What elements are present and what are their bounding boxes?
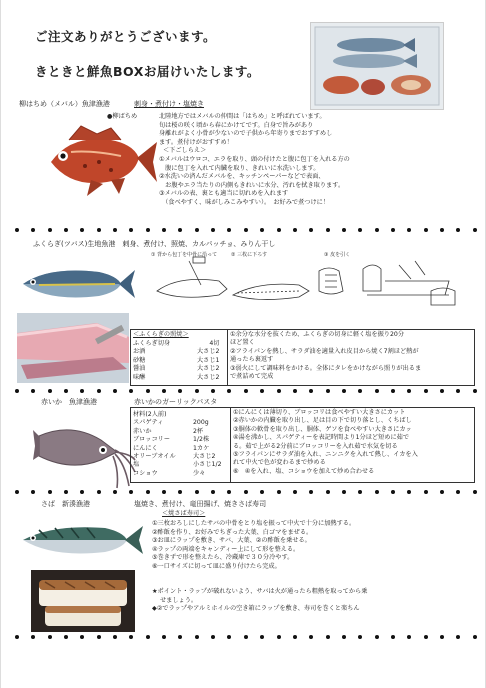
squid-photo	[31, 416, 137, 490]
saba-fish-photo	[19, 516, 145, 562]
fish-box-photo	[310, 22, 444, 110]
ingredient-qty: 大さじ2	[193, 453, 216, 461]
ika-recipe-title: 赤いかのガーリックパスタ	[134, 398, 218, 406]
saba-sushi-photo	[31, 570, 135, 632]
ingredient-row: 塩	[133, 461, 140, 469]
saba-methods: 塩焼き、煮付け、竜田揚げ、焼きさば寿司	[134, 500, 267, 508]
mebaru-heading: 柳はちめ（メバル）魚津漁港	[19, 100, 110, 108]
ingredient-row: にんにく	[133, 444, 158, 452]
ika-heading: 赤いか 魚津漁港	[41, 398, 97, 406]
box-heading: きときと鮮魚BOXお届けいたします。	[35, 64, 260, 79]
ika-servings: 材料(2人前)	[133, 411, 167, 418]
ingredient-row: 味醂	[133, 373, 146, 381]
mebaru-desc: 北陸地方ではメバルの仲間は「はちめ」と呼ばれています。 旬は桜の咲く頃から春にかけてです。白身で旨みがあり 身離れがよく小骨が少ないので子供から年寄りまでおすすめし ます。煮付けがおすすめ！ ＜下ごしらえ＞ ①メバルはウロコ、エラを取り、頭の付けたと腹に包丁を入れる方の 腹に包丁を入れて内臓を取り、きれいに水洗いします。 ②水洗いの済んだメバルを、キッチンペーパーなどで表面、 お腹やエラ当たりの内側もきれいに水分、汚れを拭き取ります。 ③メバルの表、裏とも適当に切れめを入れます （食べやすく、味がしみこみやすい）。 お好みで煮つけに！	[159, 113, 350, 206]
fukuragi-fish-photo	[19, 258, 137, 308]
ingredient-row: ふくらぎ切身	[133, 340, 171, 347]
ingredient-row: スパゲティ	[133, 419, 164, 427]
ingredient-row: オリーブオイル	[133, 453, 176, 461]
fukuragi-recipe-title: ＜ふくらぎの照焼＞	[133, 331, 189, 338]
divider-dots-4	[15, 635, 477, 639]
saba-recipe-title: ＜焼さば寿司＞	[162, 510, 206, 517]
ingredient-row: 赤いか	[133, 427, 152, 435]
saba-heading: さば 新湊漁港	[41, 500, 90, 508]
ingredient-row: ブロッコリー	[133, 436, 171, 444]
fukuragi-heading: ふくらぎ(ツバス)生地魚港 刺身、煮付け、照焼、カルパッチョ、みりん干し	[33, 240, 276, 248]
fukuragi-steps-illustration: ① 背から包丁を中骨に沿って ② 三枚に下ろす ③ 皮を引く	[149, 251, 463, 325]
ingredient-qty: 小さじ1/2	[193, 461, 222, 469]
ingredient-qty: 大さじ2	[197, 373, 220, 381]
ingredient-qty: 200g	[193, 419, 209, 427]
ika-recipe-table	[130, 407, 475, 483]
ika-recipe-steps: ①にんにくは薄切り、ブロッコリは食べやすい大きさにカット ②赤いかの内臓を取り出し、足は目の下で切り落とし、くちばし ③胴体の軟骨を取り出し、胴体、ゲソを食べやすい大きさにカッ ④湯を沸かし、スパゲティーを表記時間より1分ほど短めに茹で る。茹で上がる2分前にブロッコリーを入れ茹で水気を切る ⑤フライパンにサラダ油を入れ、ニンニクを入れて熱し、イカを入 れて中火で色が変わるまで炒める ⑥ ④を入れ、塩、コショウを加えて炒め合わせる	[233, 409, 418, 475]
divider-dots-1	[15, 228, 477, 232]
fukuragi-cutting-photo	[17, 313, 129, 383]
mebaru-fish-photo	[41, 122, 159, 200]
ingredient-row: 砂糖	[133, 356, 146, 364]
ingredient-qty: 4切	[209, 340, 220, 347]
saba-recipe-steps: ①三枚おろしにしたサバの中骨をとり塩を振って中火で十分に加熱する。 ②酢飯を作り、お好みでちぎった大葉、白ゴマをまぜる。 ③お皿にラップを敷き、サバ、大葉、②の酢飯を乗せる。 ④ラップの両端をキャンディー上にして形を整える。 ⑤巻きずで形を整えたら、冷蔵庫で３０分冷やす。 ⑥一口サイズに切って皿に盛り付けたら完成。	[152, 520, 356, 570]
mebaru-bullet: ●柳ばちめ	[107, 113, 138, 120]
divider-dots-3	[15, 490, 477, 494]
saba-points: ★ポイント・ラップが破れないよう、サバは火が通ったら粗熱を取ってから乗 せましょう。 ◆②でラップやアルミホイルの空き箱にラップを敷き、寿司を巻くと楽ちん	[152, 588, 368, 613]
ingredient-qty: 2杯	[193, 427, 204, 435]
divider-dots-2	[15, 389, 477, 393]
fukuragi-recipe-table	[130, 329, 475, 386]
ingredient-qty: 大さじ2	[197, 365, 220, 373]
thanks-heading: ご注文ありがとうございます。	[35, 29, 217, 44]
ingredient-qty: 大さじ2	[197, 348, 220, 356]
mebaru-methods: 刺身・煮付け・塩焼き	[134, 100, 204, 108]
ingredient-row: コショウ	[133, 469, 158, 477]
ingredient-qty: 少々	[193, 469, 206, 477]
ingredient-row: お酒	[133, 348, 146, 356]
ingredient-qty: 1カケ	[193, 444, 210, 452]
fukuragi-recipe-steps: ①余分な水分を抜くため、ふくらぎの切身に軽く塩を振り20分 ほど置く ②フライパンを熱し、サラダ油を適量入れ皮目から焼く7割ほど熱が 通ったら裏返す ③弱火にして調味料をかける。全体にタレをかけながら照りが出るま で煮詰めて完成	[230, 331, 422, 381]
ingredient-qty: 大さじ1	[197, 356, 220, 364]
ingredient-qty: 1/2株	[193, 436, 210, 444]
ingredient-row: 醤油	[133, 365, 146, 373]
